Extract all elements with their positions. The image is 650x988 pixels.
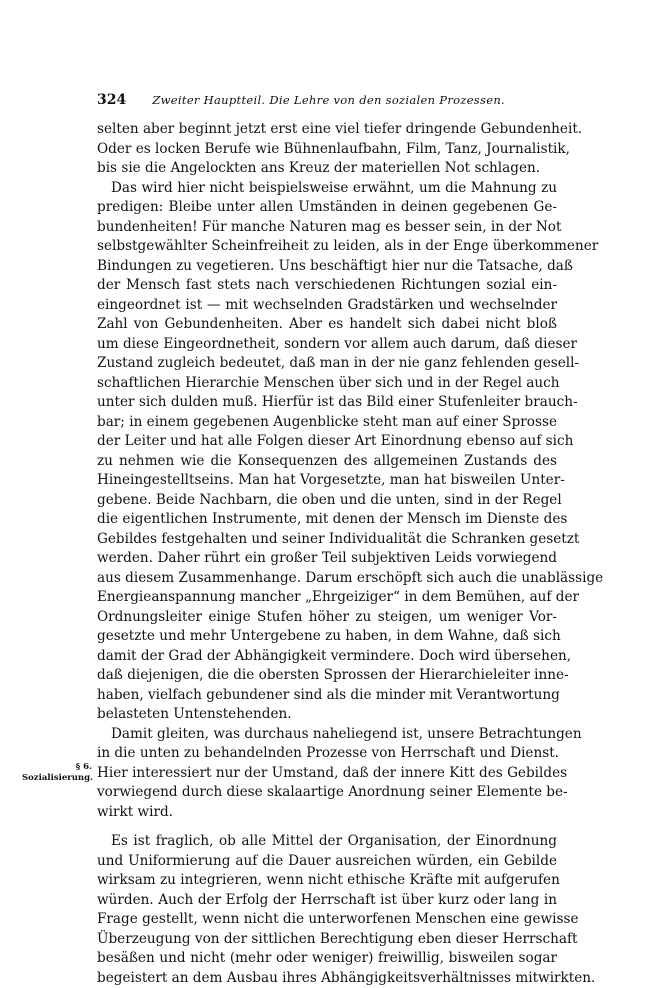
paragraph xyxy=(97,725,557,823)
text-line: Bindungen zu vegetieren. Uns beschäftigt hier nur die Tatsache, daß xyxy=(97,257,557,277)
running-header xyxy=(97,92,557,108)
text-line: Gebildes festgehalten und seiner Individualität die Schranken gesetzt xyxy=(97,530,557,550)
side-note-label: Sozialisierung. xyxy=(22,773,92,784)
text-line: wirksam zu integrieren, wenn nicht ethische Kräfte mit aufgerufen xyxy=(97,871,557,891)
text-line: der Mensch fast stets nach verschiedenen Richtungen sozial ein- xyxy=(97,276,557,296)
running-title: Zweiter Hauptteil. Die Lehre von den sozialen Prozessen. xyxy=(152,93,505,107)
text-line: Das wird hier nicht beispielsweise erwähnt, um die Mahnung zu xyxy=(97,179,557,199)
text-line: um diese Eingeordnetheit, sondern vor allem auch darum, daß dieser xyxy=(97,335,557,355)
text-line: predigen: Bleibe unter allen Umständen in deinen gegebenen Ge- xyxy=(97,198,557,218)
paragraph xyxy=(97,832,557,988)
paragraph xyxy=(97,120,557,179)
text-line: und Uniformierung auf die Dauer ausreichen würden, ein Gebilde xyxy=(97,852,557,872)
text-line: eingeordnet ist — mit wechselnden Gradstärken und wechselnder xyxy=(97,296,557,316)
text-line: bundenheiten! Für manche Naturen mag es besser sein, in der Not xyxy=(97,218,557,238)
text-line: Zustand zugleich bedeutet, daß man in der nie ganz fehlenden gesell- xyxy=(97,354,557,374)
text-line: Zahl von Gebundenheiten. Aber es handelt sich dabei nicht bloß xyxy=(97,315,557,335)
text-line: der Leiter und hat alle Folgen dieser Art Einordnung ebenso auf sich xyxy=(97,432,557,452)
text-line: bar; in einem gegebenen Augenblicke steht man auf einer Sprosse xyxy=(97,413,557,433)
text-line: gesetzte und mehr Untergebene zu haben, in dem Wahne, daß sich xyxy=(97,627,557,647)
text-line: Es ist fraglich, ob alle Mittel der Organisation, der Einordnung xyxy=(97,832,557,852)
text-line: Oder es locken Berufe wie Bühnenlaufbahn, Film, Tanz, Journalistik, xyxy=(97,140,557,160)
text-line: werden. Daher rührt ein großer Teil subjektiven Leids vorwiegend xyxy=(97,549,557,569)
text-line: schaftlichen Hierarchie Menschen über sich und in der Regel auch xyxy=(97,374,557,394)
text-line: damit der Grad der Abhängigkeit vermindere. Doch wird übersehen, xyxy=(97,647,557,667)
text-line: Frage gestellt, wenn nicht die unterworfenen Menschen eine gewisse xyxy=(97,910,557,930)
text-line: die eigentlichen Instrumente, mit denen der Mensch im Dienste des xyxy=(97,510,557,530)
text-line: Überzeugung von der sittlichen Berechtigung eben dieser Herrschaft xyxy=(97,930,557,950)
text-line: gebene. Beide Nachbarn, die oben und die unten, sind in der Regel xyxy=(97,491,557,511)
text-line: Hier interessiert nur der Umstand, daß der innere Kitt des Gebildes xyxy=(97,764,557,784)
text-line: bis sie die Angelockten ans Kreuz der materiellen Not schlagen. xyxy=(97,159,557,179)
text-line: belasteten Untenstehenden. xyxy=(97,705,557,725)
text-line: selbstgewählter Scheinfreiheit zu leiden, als in der Enge überkommener xyxy=(97,237,557,257)
text-line: daß diejenigen, die die obersten Sprossen der Hierarchieleiter inne- xyxy=(97,666,557,686)
text-line: Hineingestelltseins. Man hat Vorgesetzte, man hat bisweilen Unter- xyxy=(97,471,557,491)
text-line: in die unten zu behandelnden Prozesse von Herrschaft und Dienst. xyxy=(97,744,557,764)
text-line: Damit gleiten, was durchaus naheliegend ist, unsere Betrachtungen xyxy=(97,725,557,745)
text-line: Ordnungsleiter einige Stufen höher zu steigen, um weniger Vor- xyxy=(97,608,557,628)
text-line: haben, vielfach gebundener sind als die minder mit Verantwortung xyxy=(97,686,557,706)
text-line: Energieanspannung mancher „Ehrgeiziger“ in dem Bemühen, auf der xyxy=(97,588,557,608)
text-line: selten aber beginnt jetzt erst eine viel tiefer dringende Gebundenheit. xyxy=(97,120,557,140)
page-number: 324 xyxy=(97,92,126,108)
text-line: wirkt wird. xyxy=(97,803,557,823)
text-line: würden. Auch der Erfolg der Herrschaft ist über kurz oder lang in xyxy=(97,891,557,911)
text-line: aus diesem Zusammenhange. Darum erschöpft sich auch die unablässige xyxy=(97,569,557,589)
text-line: begeistert an dem Ausbau ihres Abhängigkeitsverhältnisses mitwirkten. xyxy=(97,969,557,988)
paragraph xyxy=(97,179,557,725)
page-body xyxy=(97,120,557,988)
text-line: zu nehmen wie die Konsequenzen des allgemeinen Zustands des xyxy=(97,452,557,472)
text-line: besäßen und nicht (mehr oder weniger) freiwillig, bisweilen sogar xyxy=(97,949,557,969)
text-line: unter sich dulden muß. Hierfür ist das Bild einer Stufenleiter brauch- xyxy=(97,393,557,413)
text-line: vorwiegend durch diese skalaartige Anordnung seiner Elemente be- xyxy=(97,783,557,803)
section-mark: § 6. xyxy=(22,762,92,773)
